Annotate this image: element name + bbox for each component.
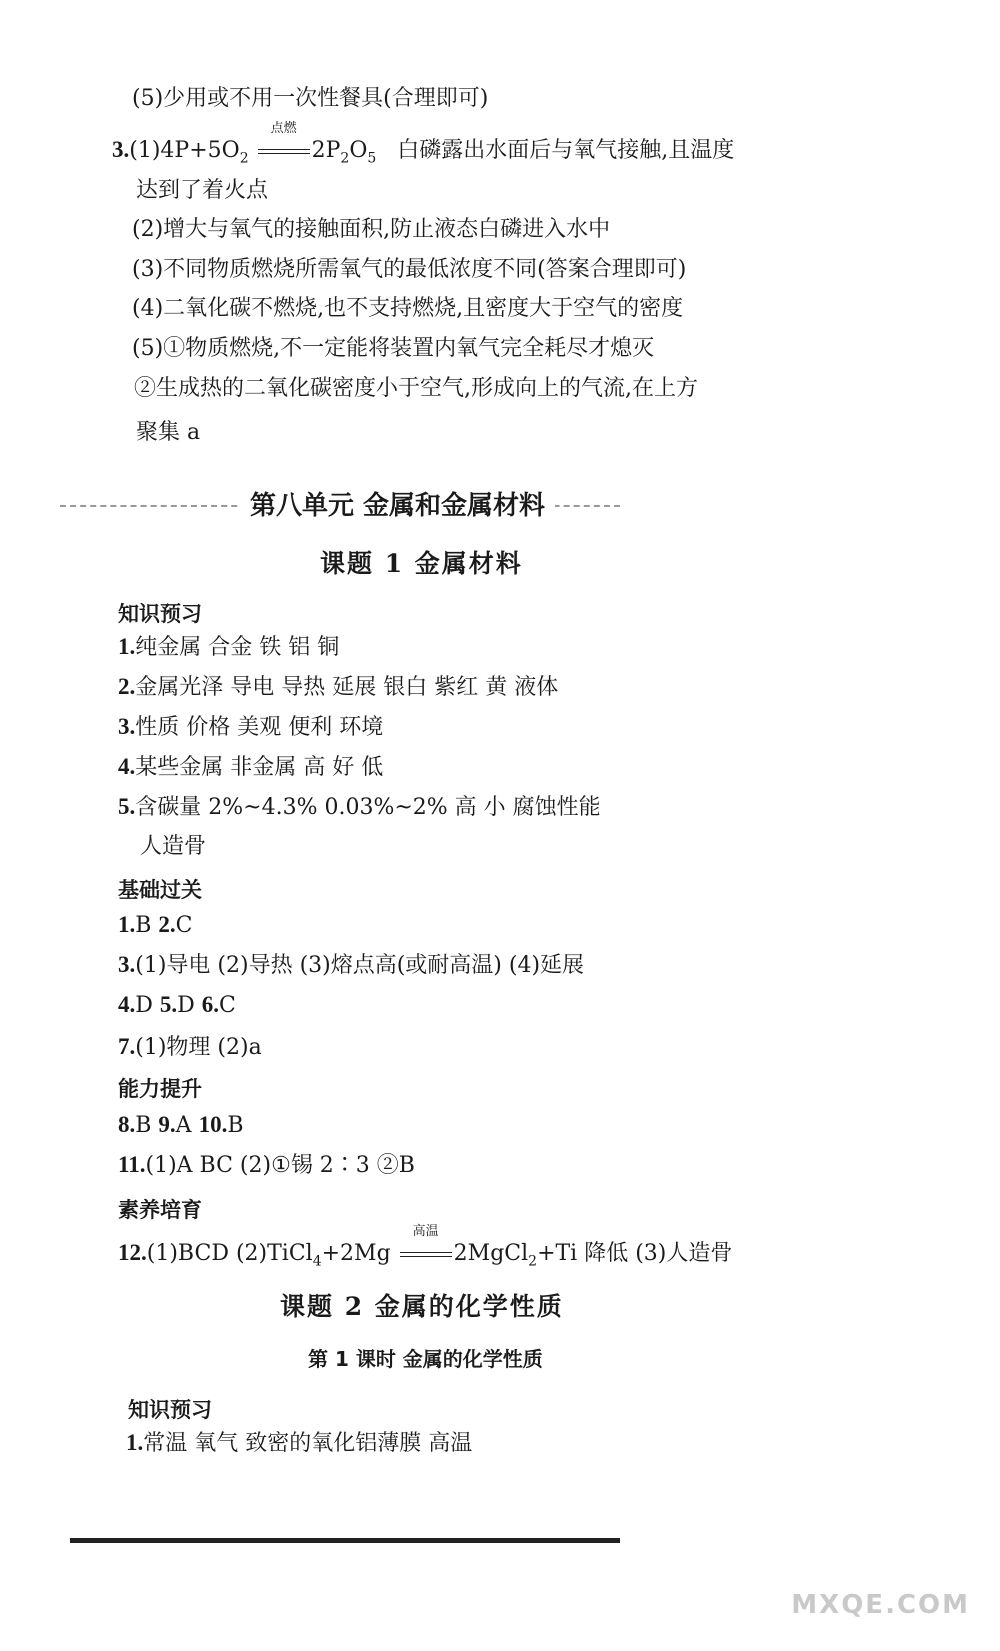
reaction-condition: 高温	[400, 1239, 452, 1269]
ability-item: 8.B 9.A 10.B	[118, 1112, 244, 1138]
preview-item: 5.含碳量 2%~4.3% 0.03%~2% 高 小 腐蚀性能	[118, 794, 601, 820]
literacy-item-12: 12.(1)BCD (2)TiCl$_4$+2Mg 高温 2MgCl$_2$+Ti 降低 (3)人造骨	[118, 1224, 733, 1270]
section-preview-2: 知识预习	[128, 1398, 212, 1422]
lesson-2-title: 课题 2 金属的化学性质	[280, 1292, 564, 1321]
reaction-condition: 点燃	[258, 136, 310, 166]
basic-item: 7.(1)物理 (2)a	[118, 1034, 262, 1060]
question-3-part-5a: (5)①物质燃烧,不一定能将装置内氧气完全耗尽才熄灭	[132, 336, 655, 361]
question-3-part-5b: ②生成热的二氧化碳密度小于空气,形成向上的气流,在上方	[134, 376, 698, 401]
preview-item: 2.金属光泽 导电 导热 延展 银白 紫红 黄 液体	[118, 674, 559, 700]
question-3-part-3: (3)不同物质燃烧所需氧气的最低浓度不同(答案合理即可)	[132, 257, 687, 282]
question-3-part-5b-cont: 聚集 a	[136, 420, 201, 445]
answer-5-line: (5)少用或不用一次性餐具(合理即可)	[132, 86, 489, 111]
preview-item: 1.常温 氧气 致密的氧化铝薄膜 高温	[126, 1430, 473, 1456]
bottom-rule	[70, 1538, 620, 1543]
section-literacy: 素养培育	[118, 1198, 202, 1222]
question-3-part-4: (4)二氧化碳不燃烧,也不支持燃烧,且密度大于空气的密度	[132, 296, 684, 321]
question-3-part-1-cont: 达到了着火点	[136, 178, 269, 203]
preview-item-cont: 人造骨	[140, 834, 207, 859]
section-preview: 知识预习	[118, 602, 202, 626]
preview-item: 1.纯金属 合金 铁 铝 铜	[118, 634, 340, 660]
basic-item: 4.D 5.D 6.C	[118, 992, 236, 1018]
preview-item: 3.性质 价格 美观 便利 环境	[118, 714, 384, 740]
period-title: 第 1 课时 金属的化学性质	[308, 1347, 543, 1371]
watermark: MXQE.COM	[791, 1590, 970, 1620]
lesson-1-title: 课题 1 金属材料	[320, 549, 523, 578]
basic-item: 1.B 2.C	[118, 912, 193, 938]
unit-title: 第八单元 金属和金属材料	[60, 486, 620, 526]
basic-item: 3.(1)导电 (2)导热 (3)熔点高(或耐高温) (4)延展	[118, 952, 585, 978]
ability-item: 11.(1)A BC (2)①锡 2∶3 ②B	[118, 1152, 415, 1178]
question-number: 3.	[112, 137, 130, 162]
question-3-part-1: $3.(1)4P+5O_2$ 点燃 $2P_2O_5$ 白磷露出水面后与氧气接触,且温度	[112, 121, 735, 167]
question-3-part-2: (2)增大与氧气的接触面积,防止液态白磷进入水中	[132, 217, 611, 242]
preview-item: 4.某些金属 非金属 高 好 低	[118, 754, 384, 780]
section-basic: 基础过关	[118, 878, 202, 902]
section-ability: 能力提升	[118, 1077, 202, 1101]
